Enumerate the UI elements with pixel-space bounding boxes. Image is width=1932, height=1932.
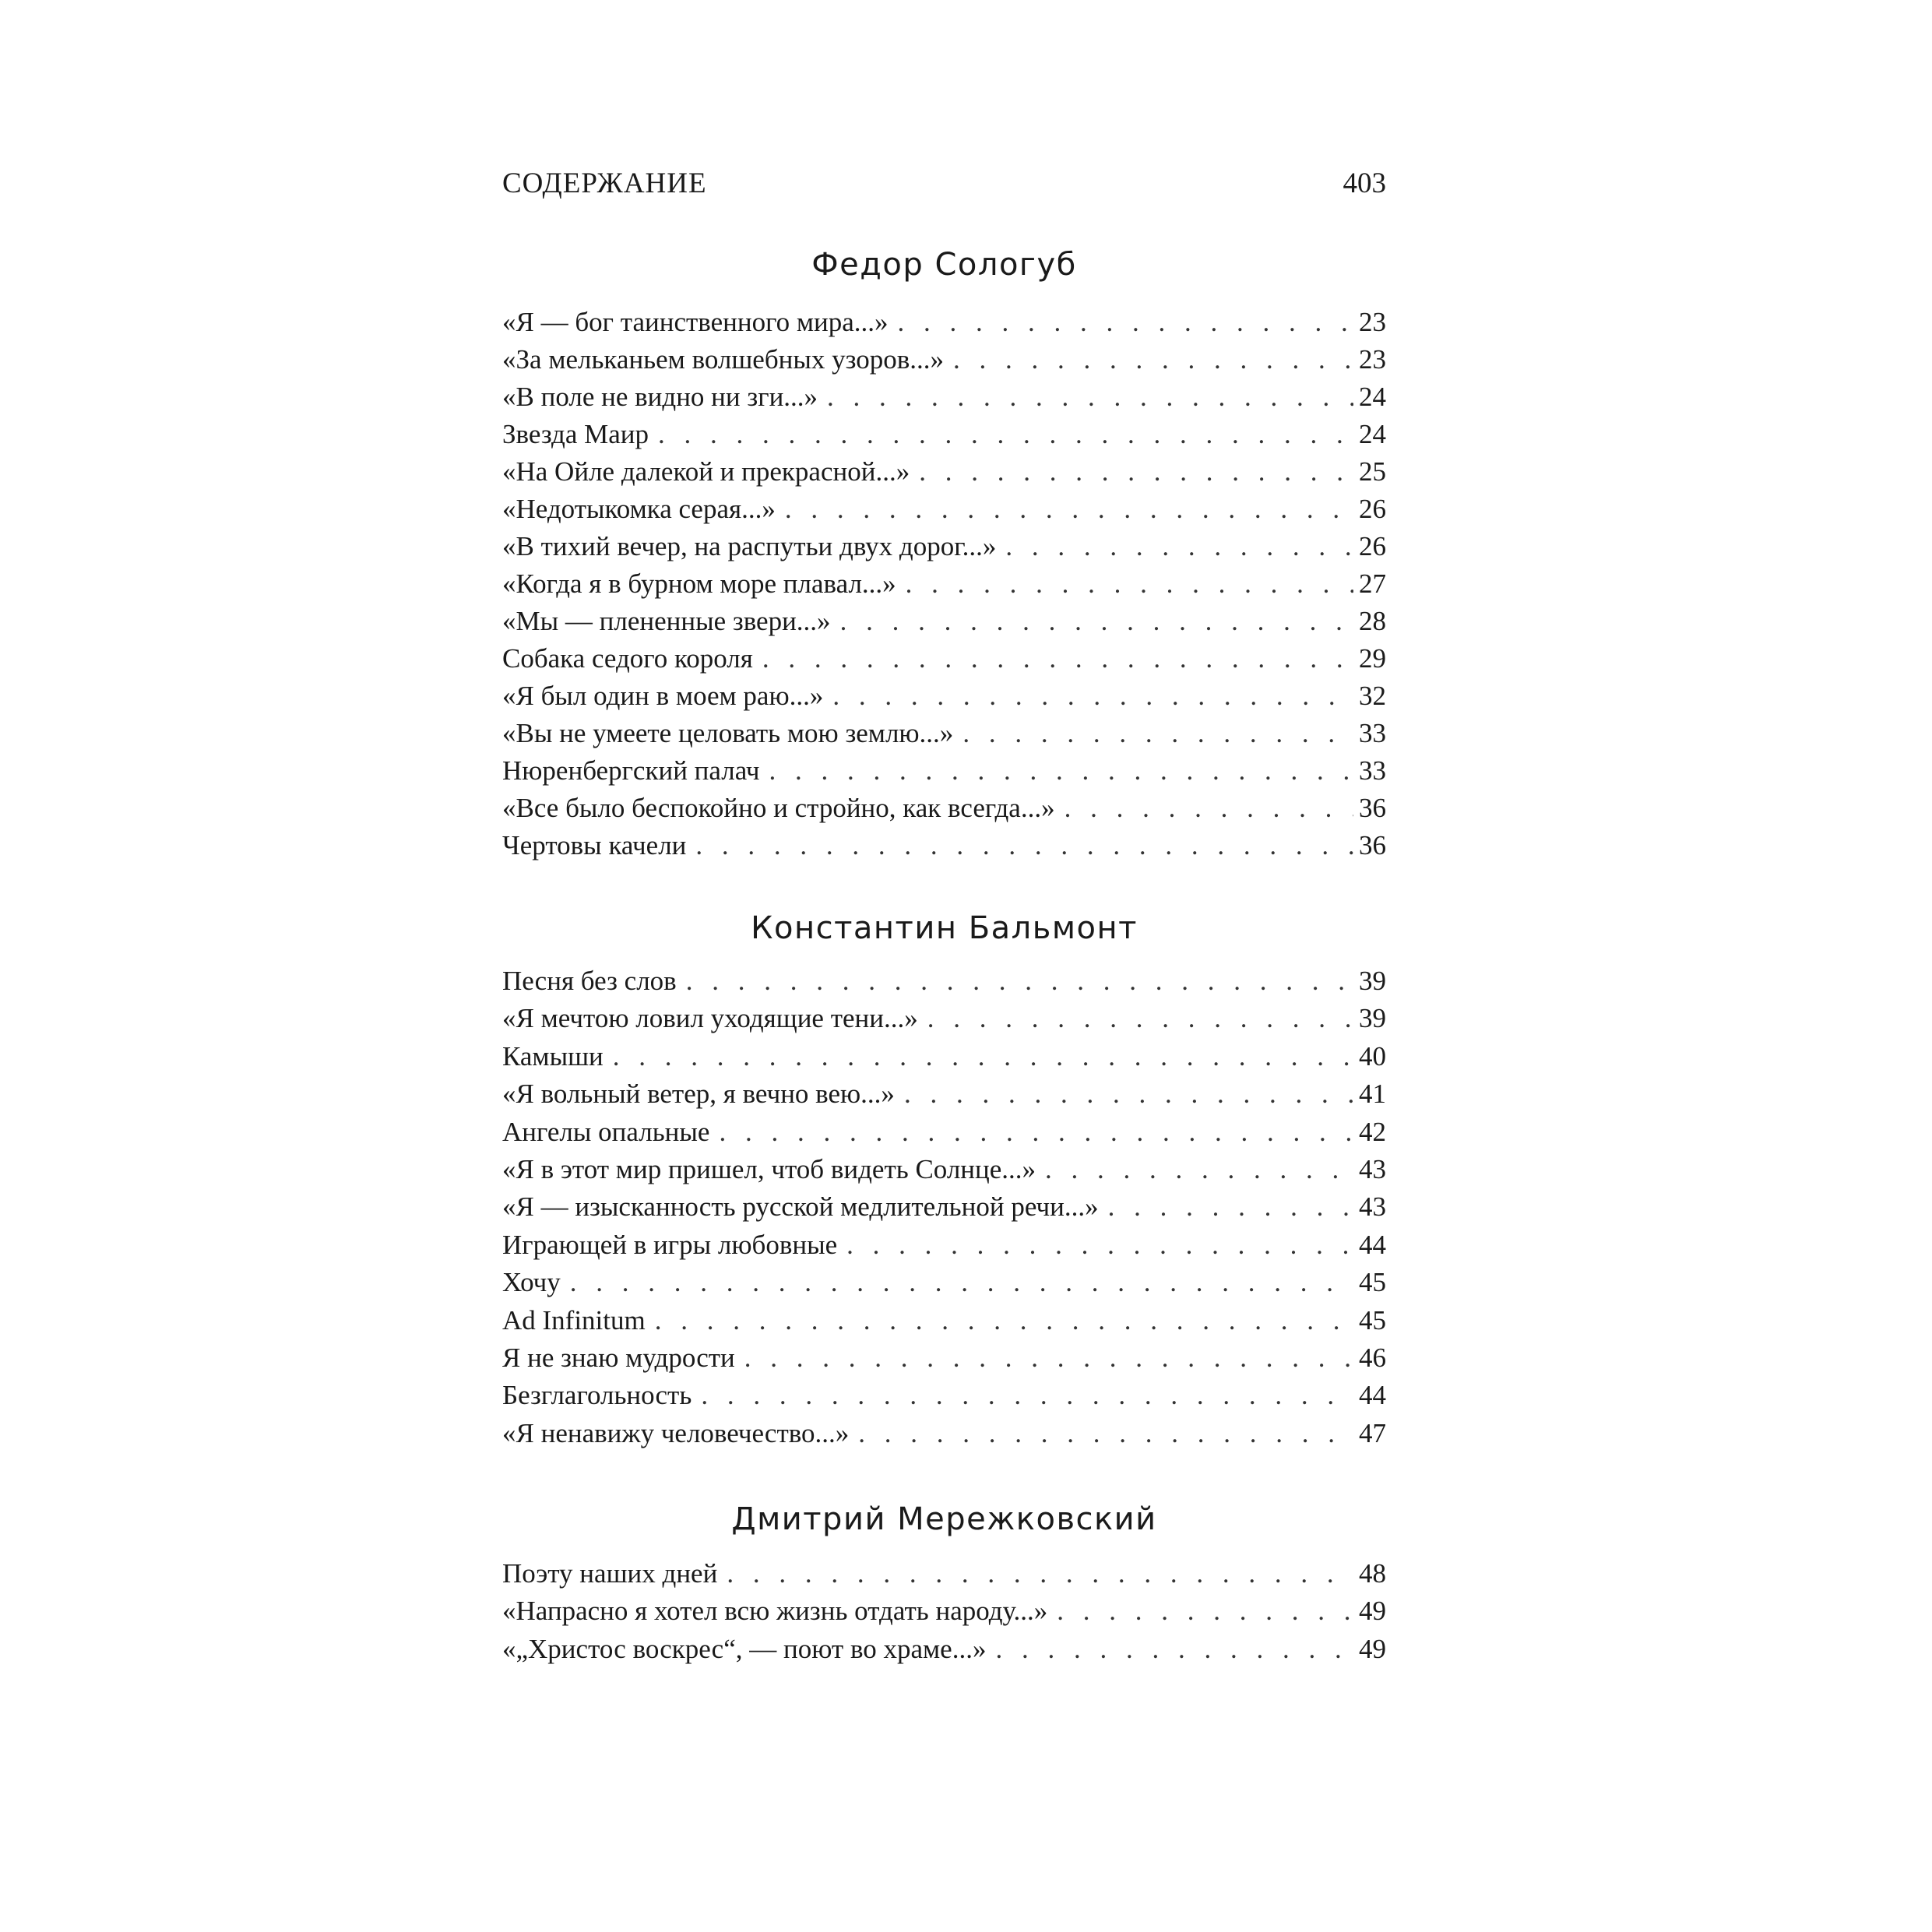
toc-entry xyxy=(502,962,1386,1000)
toc-entry-page: 43 xyxy=(1359,1191,1386,1223)
toc-entry-title: «На Ойле далекой и прекрасной...» xyxy=(502,456,910,487)
toc-entry-title: «Я ненавижу человечество...» xyxy=(502,1417,850,1448)
toc-entry xyxy=(502,341,1386,378)
toc-entry-title: Ad Infinitum xyxy=(502,1304,646,1336)
running-head xyxy=(502,164,1386,204)
dot-leader xyxy=(995,1631,1353,1668)
toc-entry xyxy=(502,304,1386,341)
toc-entry-page: 28 xyxy=(1359,606,1386,636)
dot-leader xyxy=(858,1415,1353,1452)
toc-entry xyxy=(502,1555,1386,1592)
book-page xyxy=(502,164,1386,1668)
toc-entry-page: 40 xyxy=(1359,1040,1386,1072)
toc-entry-page: 24 xyxy=(1359,419,1386,449)
toc-entry-title: Поэту наших дней xyxy=(502,1558,718,1589)
toc-entry-page: 29 xyxy=(1359,643,1386,674)
toc-entry-page: 36 xyxy=(1359,793,1386,823)
toc-entry-title: Собака седого короля xyxy=(502,643,753,674)
toc-entry xyxy=(502,640,1386,677)
toc-entry xyxy=(502,416,1386,453)
toc-entry-page: 49 xyxy=(1359,1596,1386,1627)
dot-leader xyxy=(613,1038,1353,1075)
toc-entry-page: 33 xyxy=(1359,755,1386,786)
toc-entry-title: Хочу xyxy=(502,1267,561,1298)
dot-leader xyxy=(840,603,1353,640)
dot-leader xyxy=(1005,528,1353,565)
dot-leader xyxy=(927,1000,1353,1037)
toc-entry xyxy=(502,528,1386,565)
dot-leader xyxy=(686,962,1353,1000)
toc-entry xyxy=(502,1264,1386,1301)
toc-entry-page: 49 xyxy=(1359,1633,1386,1664)
toc-entry-title: «„Христос воскрес“, — поют во храме...» xyxy=(502,1633,987,1664)
dot-leader xyxy=(1045,1151,1353,1188)
toc-entry-page: 43 xyxy=(1359,1153,1386,1184)
toc-entry-title: «Недотыкомка серая...» xyxy=(502,494,776,524)
toc-entry-title: «Мы — плененные звери...» xyxy=(502,606,831,636)
toc-entry xyxy=(502,677,1386,715)
toc-entry-title: «Я вольный ветер, я вечно вею...» xyxy=(502,1079,895,1110)
toc-entry-title: Ангелы опальные xyxy=(502,1116,710,1147)
toc-entry xyxy=(502,1075,1386,1113)
dot-leader xyxy=(919,453,1353,491)
toc-entry xyxy=(502,1226,1386,1264)
toc-entry-title: Играющей в игры любовные xyxy=(502,1229,838,1260)
toc-entry xyxy=(502,1592,1386,1630)
toc-entry-title: «В тихий вечер, на распутьи двух дорог...» xyxy=(502,531,997,561)
toc-entry-page: 39 xyxy=(1359,1003,1386,1034)
toc-entry-page: 39 xyxy=(1359,966,1386,996)
toc-entry-title: Камыши xyxy=(502,1040,604,1072)
dot-leader xyxy=(962,715,1353,752)
dot-leader xyxy=(898,304,1353,341)
dot-leader xyxy=(655,1302,1353,1339)
toc-entry-page: 44 xyxy=(1359,1380,1386,1411)
toc-entry xyxy=(502,715,1386,752)
dot-leader xyxy=(701,1377,1353,1414)
toc-list xyxy=(502,962,1386,1452)
toc-entry-page: 26 xyxy=(1359,494,1386,524)
toc-entry-page: 24 xyxy=(1359,382,1386,412)
dot-leader xyxy=(846,1226,1353,1264)
toc-entry xyxy=(502,827,1386,864)
toc-entry xyxy=(502,1188,1386,1226)
toc-list xyxy=(502,1555,1386,1668)
toc-entry xyxy=(502,603,1386,640)
toc-entry-title: «Все было беспокойно и стройно, как всегда...» xyxy=(502,793,1055,823)
toc-entry xyxy=(502,1302,1386,1339)
toc-entry-title: Нюренбергский палач xyxy=(502,755,760,786)
dot-leader xyxy=(762,640,1353,677)
toc-list xyxy=(502,304,1386,864)
toc-entry-title: «За мельканьем волшебных узоров...» xyxy=(502,344,945,375)
dot-leader xyxy=(832,677,1353,715)
page-number: 403 xyxy=(1343,167,1386,199)
dot-leader xyxy=(1108,1188,1353,1226)
toc-entry xyxy=(502,1631,1386,1668)
toc-entry-page: 47 xyxy=(1359,1417,1386,1448)
dot-leader xyxy=(953,341,1353,378)
toc-entry-title: Я не знаю мудрости xyxy=(502,1342,735,1373)
toc-entry-title: Безглагольность xyxy=(502,1380,692,1411)
dot-leader xyxy=(695,827,1353,864)
toc-entry-page: 25 xyxy=(1359,456,1386,487)
toc-entry-page: 23 xyxy=(1359,344,1386,375)
dot-leader xyxy=(727,1555,1353,1592)
toc-entry xyxy=(502,1038,1386,1075)
toc-entry-title: Звезда Маир xyxy=(502,419,649,449)
toc-entry-page: 23 xyxy=(1359,307,1386,337)
toc-entry-title: «В поле не видно ни зги...» xyxy=(502,382,818,412)
toc-entry xyxy=(502,752,1386,790)
toc-entry-page: 44 xyxy=(1359,1229,1386,1260)
section-author-title: Константин Бальмонт xyxy=(751,910,1138,946)
toc-entry-title: «Я был один в моем раю...» xyxy=(502,681,824,711)
toc-entry-title: «Я мечтою ловил уходящие тени...» xyxy=(502,1003,918,1034)
toc-entry-page: 42 xyxy=(1359,1116,1386,1147)
toc-entry-page: 26 xyxy=(1359,531,1386,561)
toc-entry-title: «Я в этот мир пришел, чтоб видеть Солнце...» xyxy=(502,1153,1036,1184)
toc-entry-page: 41 xyxy=(1359,1079,1386,1110)
toc-entry-page: 46 xyxy=(1359,1342,1386,1373)
toc-entry-title: Песня без слов xyxy=(502,966,677,996)
section-author-title: Дмитрий Мережковский xyxy=(731,1501,1157,1538)
toc-entry-title: «Я — изысканность русской медлительной речи...» xyxy=(502,1191,1099,1223)
dot-leader xyxy=(785,491,1353,528)
toc-entry-page: 45 xyxy=(1359,1304,1386,1336)
toc-entry xyxy=(502,565,1386,603)
toc-entry-title: «Я — бог таинственного мира...» xyxy=(502,307,889,337)
dot-leader xyxy=(827,378,1353,416)
section-sologub xyxy=(502,241,1386,864)
dot-leader xyxy=(570,1264,1353,1301)
toc-entry-title: «Вы не умеете целовать мою землю...» xyxy=(502,718,954,748)
toc-entry-page: 27 xyxy=(1359,568,1386,599)
dot-leader xyxy=(1065,790,1353,827)
section-merezhkovsky xyxy=(502,1496,1386,1668)
toc-entry-page: 32 xyxy=(1359,681,1386,711)
running-head-title: СОДЕРЖАНИЕ xyxy=(502,167,707,199)
toc-entry-page: 48 xyxy=(1359,1558,1386,1589)
section-author-title: Федор Сологуб xyxy=(811,247,1077,283)
toc-entry xyxy=(502,378,1386,416)
toc-entry xyxy=(502,1114,1386,1151)
toc-entry xyxy=(502,1000,1386,1037)
toc-entry-page: 33 xyxy=(1359,718,1386,748)
toc-entry-title: Чертовы качели xyxy=(502,830,687,860)
section-balmont xyxy=(502,905,1386,1452)
toc-entry xyxy=(502,1151,1386,1188)
dot-leader xyxy=(769,752,1353,790)
toc-entry-title: «Когда я в бурном море плавал...» xyxy=(502,568,896,599)
dot-leader xyxy=(904,1075,1353,1113)
dot-leader xyxy=(744,1339,1353,1377)
toc-entry xyxy=(502,1339,1386,1377)
dot-leader xyxy=(658,416,1353,453)
toc-entry xyxy=(502,790,1386,827)
toc-entry xyxy=(502,453,1386,491)
dot-leader xyxy=(1057,1592,1353,1630)
toc-entry-page: 45 xyxy=(1359,1267,1386,1298)
toc-entry xyxy=(502,1377,1386,1414)
toc-entry xyxy=(502,1415,1386,1452)
toc-entry-page: 36 xyxy=(1359,830,1386,860)
dot-leader xyxy=(906,565,1353,603)
toc-entry xyxy=(502,491,1386,528)
dot-leader xyxy=(719,1114,1353,1151)
toc-entry-title: «Напрасно я хотел всю жизнь отдать народу...» xyxy=(502,1596,1048,1627)
